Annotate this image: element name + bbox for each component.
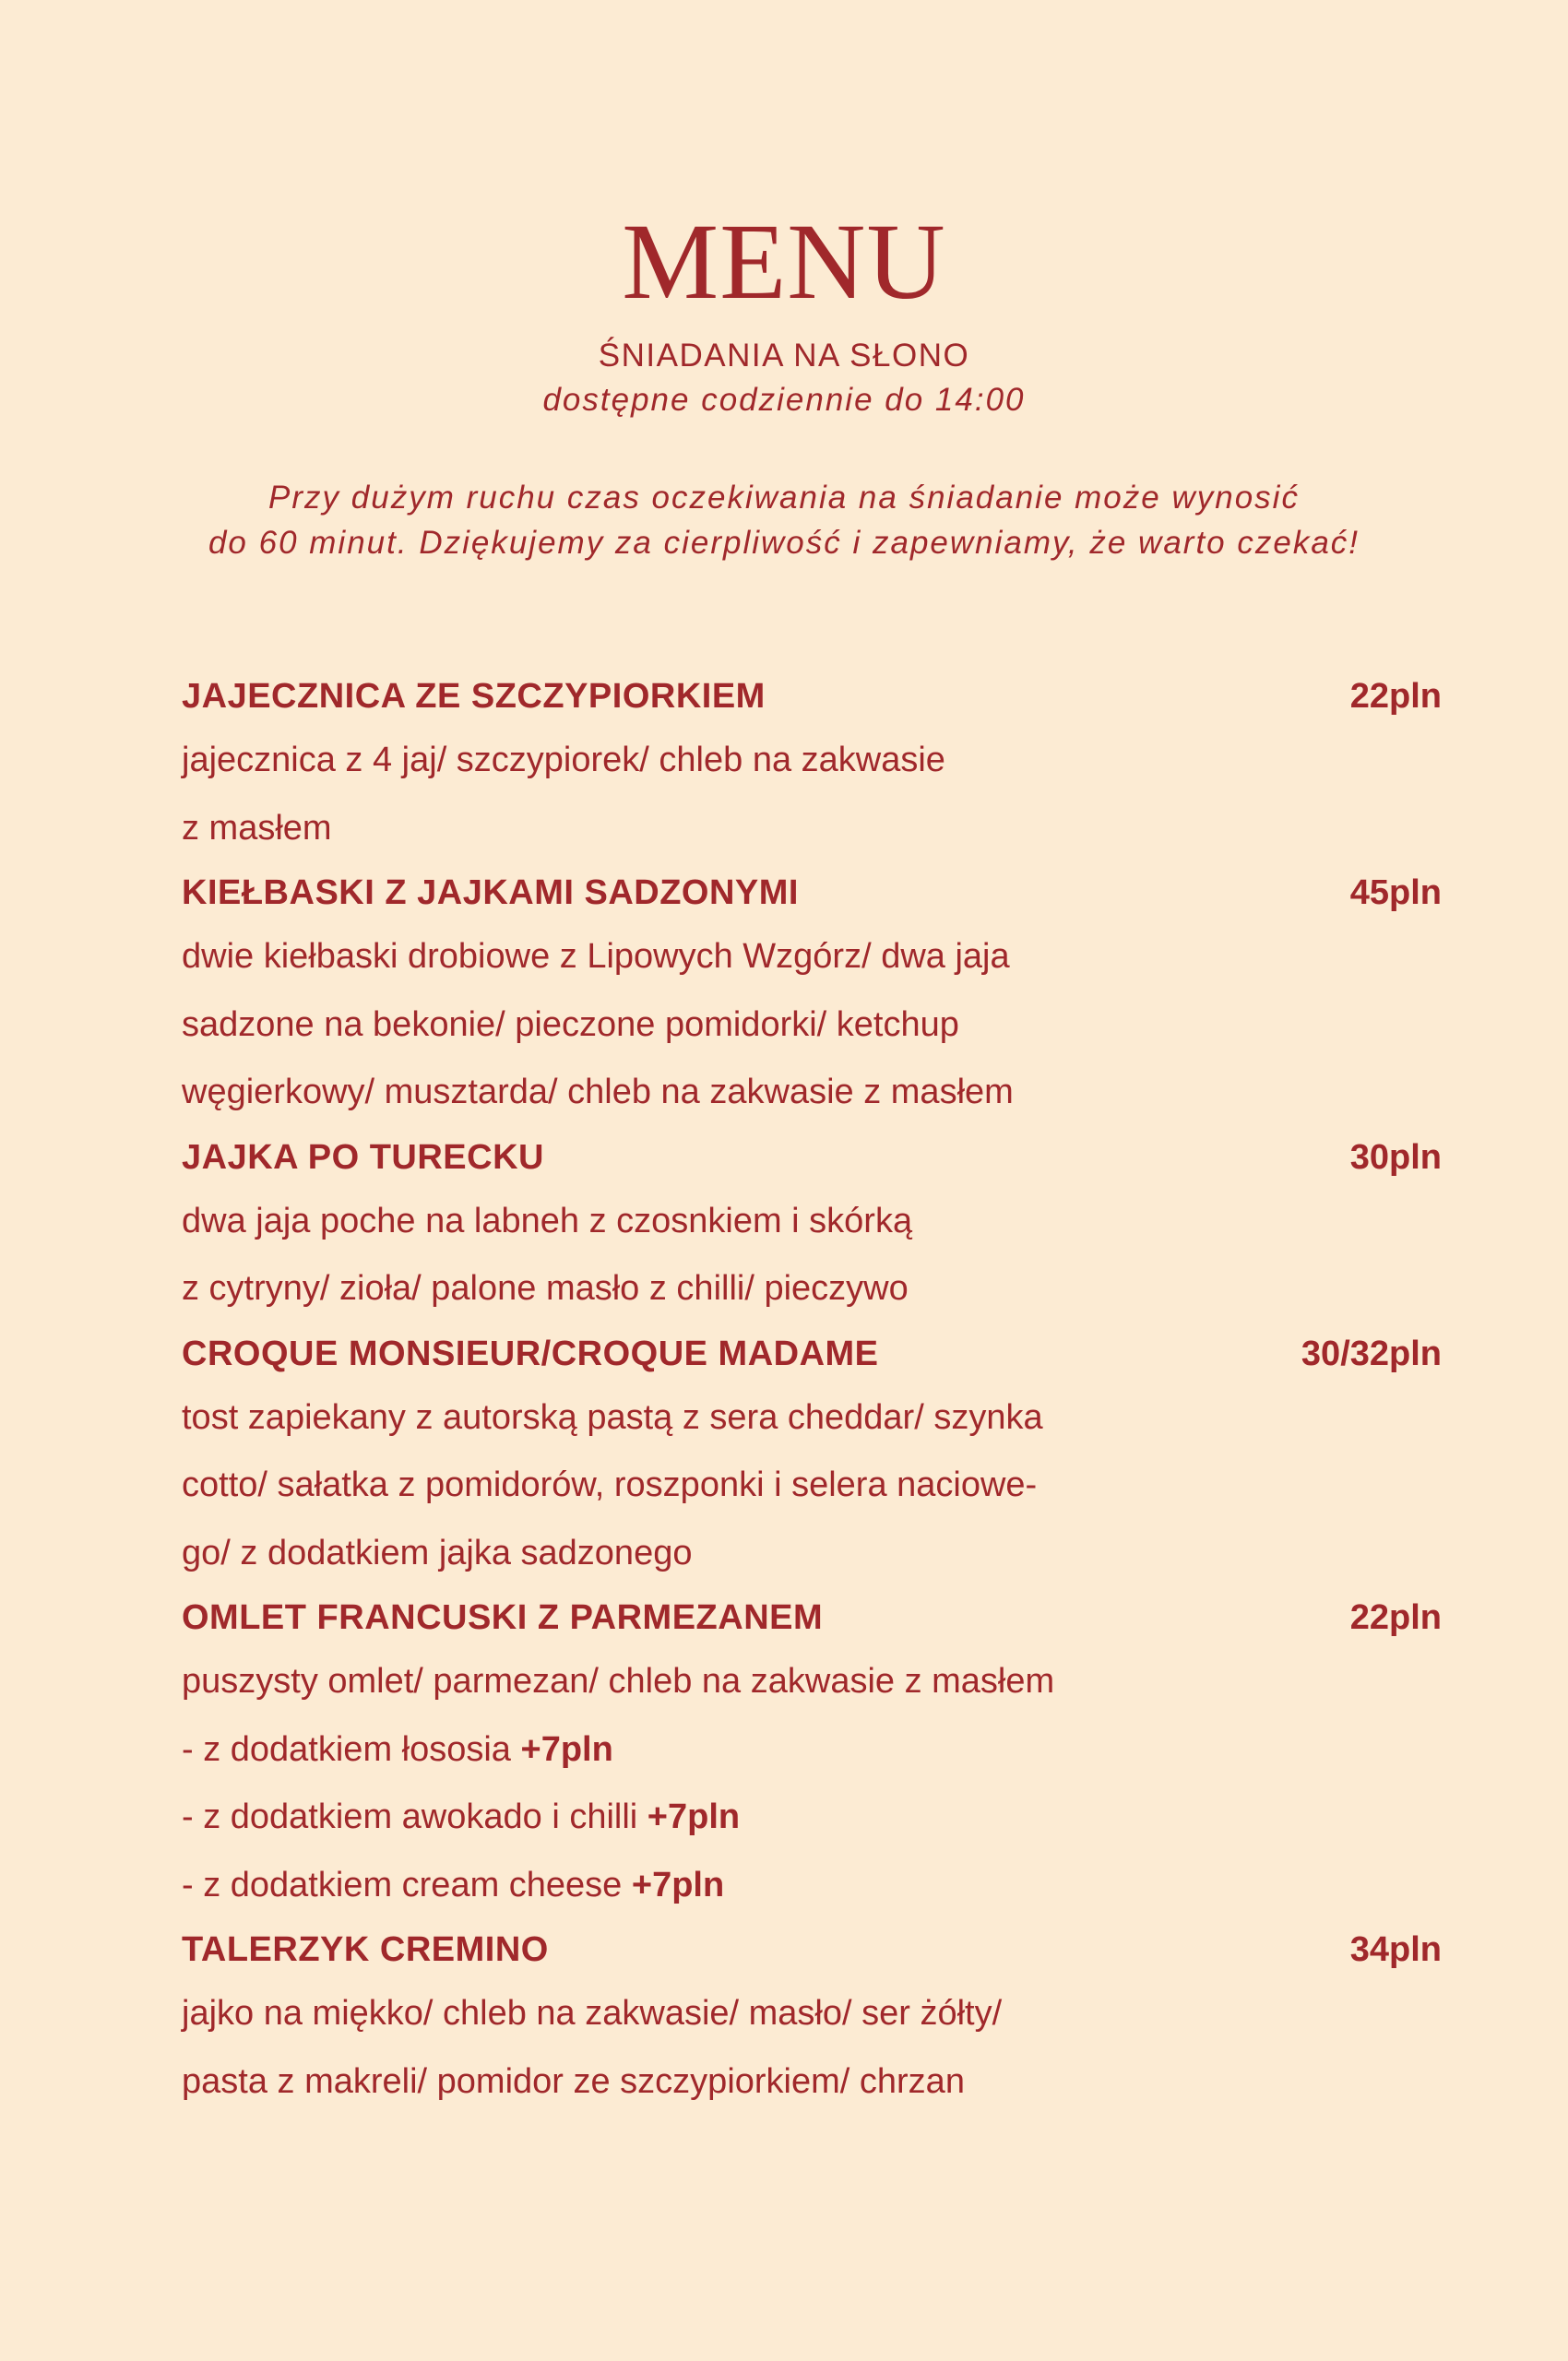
availability-note: dostępne codziennie do 14:00: [542, 382, 1026, 418]
menu-item-header: [182, 666, 1442, 727]
menu-item-header: [182, 862, 1442, 923]
menu-item-addon: [182, 1784, 1270, 1852]
addon-label: - z dodatkiem cream cheese: [182, 1865, 632, 1904]
menu-item-description: z masłem: [182, 808, 332, 848]
menu-item: [182, 1919, 1442, 2116]
menu-item-header: [182, 1323, 1442, 1384]
menu-item-description: cotto/ sałatka z pomidorów, roszponki i selera naciowe-: [182, 1465, 1038, 1504]
addon-label: - z dodatkiem łososia: [182, 1729, 521, 1769]
menu-item-price: 34pln: [1349, 1930, 1442, 1969]
menu-subtitle: ŚNIADANIA NA SŁONO: [598, 338, 970, 374]
note-line: do 60 minut. Dziękujemy za cierpliwość i zapewniamy, że warto czekać!: [208, 525, 1360, 561]
menu-item-description: jajecznica z 4 jaj/ szczypiorek/ chleb na zakwasie: [182, 741, 945, 779]
menu-item-name: KIEŁBASKI Z JAJKAMI SADZONYMI: [182, 873, 799, 912]
menu-item-price: 22pln: [1349, 1598, 1442, 1637]
menu-item: [182, 1127, 1442, 1323]
menu-item-description: puszysty omlet/ parmezan/ chleb na zakwasie z masłem: [182, 1662, 1055, 1701]
addon-price: +7pln: [647, 1797, 741, 1836]
menu-item: [182, 1323, 1442, 1588]
page-title: MENU: [622, 201, 946, 322]
menu-item-price: 45pln: [1349, 873, 1442, 912]
addon-price: +7pln: [631, 1865, 725, 1904]
menu-item-name: TALERZYK CREMINO: [182, 1930, 549, 1969]
addon-price: +7pln: [520, 1729, 613, 1769]
menu-item-addon: [182, 1852, 1270, 1920]
note-line: Przy dużym ruchu czas oczekiwania na śniadanie może wynosić: [268, 480, 1300, 516]
menu-item-description: tost zapiekany z autorską pastą z sera cheddar/ szynka: [182, 1397, 1043, 1437]
menu-item-header: [182, 1919, 1442, 1980]
menu-item-description: węgierkowy/ musztarda/ chleb na zakwasie z masłem: [182, 1073, 1014, 1111]
menu-item-description: go/ z dodatkiem jajka sadzonego: [182, 1533, 693, 1572]
menu-item-name: JAJKA PO TURECKU: [182, 1137, 544, 1177]
menu-header: [0, 201, 1568, 565]
waiting-time-note: [0, 475, 1568, 565]
menu-item-description: dwa jaja poche na labneh z czosnkiem i skórką: [182, 1201, 913, 1240]
menu-item-name: JAJECZNICA ZE SZCZYPIORKIEM: [182, 677, 766, 716]
menu-item-description: pasta z makreli/ pomidor ze szczypiorkiem/ chrzan: [182, 2061, 965, 2101]
menu-item-name: CROQUE MONSIEUR/CROQUE MADAME: [182, 1334, 879, 1373]
menu-item-addon: [182, 1716, 1270, 1785]
menu-item-price: 30/32pln: [1301, 1334, 1442, 1373]
addon-label: - z dodatkiem awokado i chilli: [182, 1797, 647, 1836]
menu-item-header: [182, 1587, 1442, 1648]
menu-item-price: 30pln: [1349, 1137, 1442, 1177]
menu-item-description: dwie kiełbaski drobiowe z Lipowych Wzgórz/ dwa jaja: [182, 937, 1010, 976]
menu-item: [182, 666, 1442, 862]
menu-item-description: sadzone na bekonie/ pieczone pomidorki/ ketchup: [182, 1004, 959, 1044]
menu-item-name: OMLET FRANCUSKI Z PARMEZANEM: [182, 1598, 824, 1637]
menu-item-description: z cytryny/ zioła/ palone masło z chilli/ pieczywo: [182, 1269, 909, 1308]
menu-item: [182, 862, 1442, 1127]
menu-item: [182, 1587, 1442, 1919]
menu-item-header: [182, 1127, 1442, 1188]
menu-list: [182, 666, 1442, 2116]
menu-item-price: 22pln: [1349, 677, 1442, 716]
menu-item-description: jajko na miękko/ chleb na zakwasie/ masło/ ser żółty/: [182, 1994, 1003, 2033]
